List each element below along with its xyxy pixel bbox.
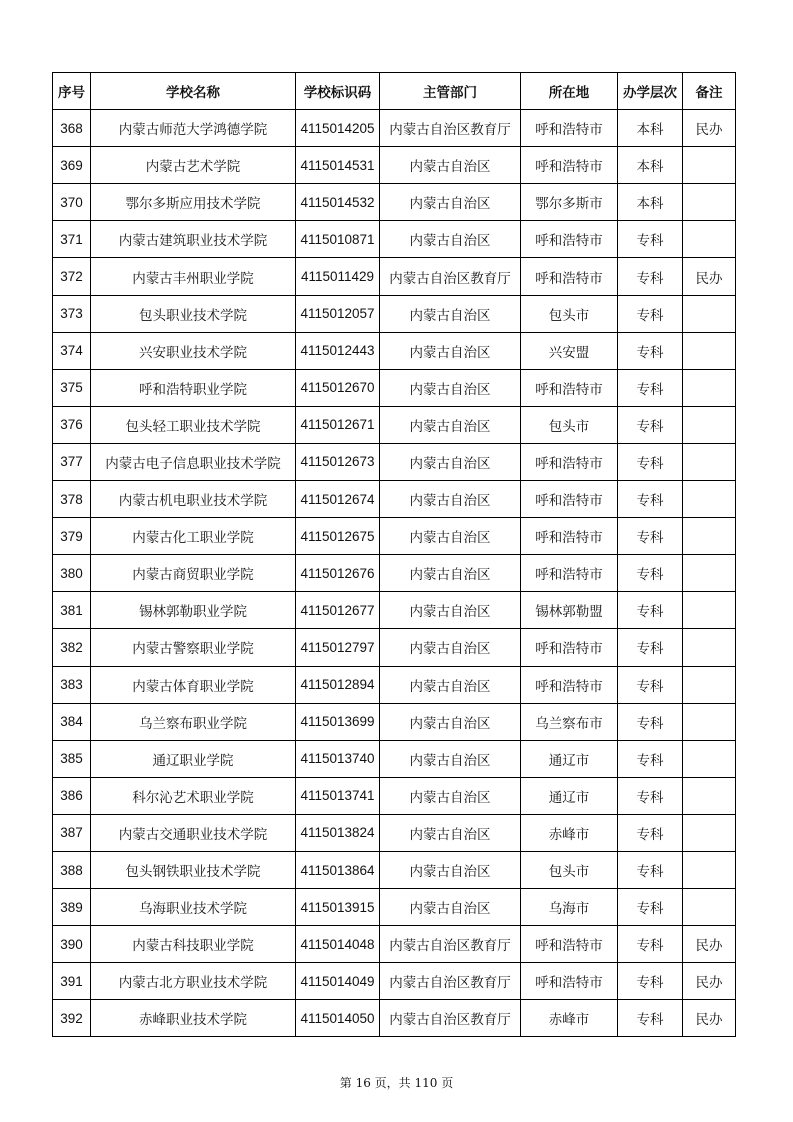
cell-level: 专科	[618, 629, 683, 666]
cell-school-code: 4115014205	[296, 110, 380, 147]
cell-level: 专科	[618, 814, 683, 851]
cell-location: 呼和浩特市	[521, 147, 618, 184]
header-department: 主管部门	[380, 73, 521, 110]
cell-school-code: 4115012677	[296, 592, 380, 629]
cell-remark	[683, 629, 736, 666]
cell-index: 372	[53, 258, 91, 295]
cell-department: 内蒙古自治区	[380, 703, 521, 740]
cell-department: 内蒙古自治区	[380, 814, 521, 851]
cell-school-name: 鄂尔多斯应用技术学院	[91, 184, 296, 221]
cell-school-name: 内蒙古北方职业技术学院	[91, 963, 296, 1000]
cell-index: 383	[53, 666, 91, 703]
cell-department: 内蒙古自治区	[380, 740, 521, 777]
cell-index: 368	[53, 110, 91, 147]
cell-location: 呼和浩特市	[521, 258, 618, 295]
cell-department: 内蒙古自治区	[380, 184, 521, 221]
cell-remark: 民办	[683, 1000, 736, 1037]
cell-index: 369	[53, 147, 91, 184]
cell-location: 通辽市	[521, 777, 618, 814]
cell-school-code: 4115010871	[296, 221, 380, 258]
header-location: 所在地	[521, 73, 618, 110]
cell-remark	[683, 184, 736, 221]
cell-level: 专科	[618, 258, 683, 295]
cell-location: 包头市	[521, 851, 618, 888]
cell-remark	[683, 295, 736, 332]
cell-index: 370	[53, 184, 91, 221]
table-row	[53, 814, 736, 851]
cell-level: 专科	[618, 369, 683, 406]
cell-index: 388	[53, 851, 91, 888]
table-row	[53, 369, 736, 406]
cell-index: 389	[53, 889, 91, 926]
cell-school-code: 4115012673	[296, 443, 380, 480]
cell-department: 内蒙古自治区	[380, 889, 521, 926]
header-school-name: 学校名称	[91, 73, 296, 110]
cell-school-name: 锡林郭勒职业学院	[91, 592, 296, 629]
cell-school-code: 4115012894	[296, 666, 380, 703]
cell-location: 赤峰市	[521, 814, 618, 851]
table-row	[53, 889, 736, 926]
cell-school-name: 内蒙古警察职业学院	[91, 629, 296, 666]
cell-remark	[683, 592, 736, 629]
cell-school-name: 呼和浩特职业学院	[91, 369, 296, 406]
cell-school-name: 通辽职业学院	[91, 740, 296, 777]
cell-level: 专科	[618, 481, 683, 518]
cell-level: 专科	[618, 221, 683, 258]
cell-school-name: 乌兰察布职业学院	[91, 703, 296, 740]
table-row	[53, 592, 736, 629]
cell-school-name: 科尔沁艺术职业学院	[91, 777, 296, 814]
cell-remark	[683, 481, 736, 518]
cell-location: 兴安盟	[521, 332, 618, 369]
cell-school-name: 内蒙古建筑职业技术学院	[91, 221, 296, 258]
cell-department: 内蒙古自治区	[380, 369, 521, 406]
cell-index: 390	[53, 926, 91, 963]
cell-school-name: 内蒙古丰州职业学院	[91, 258, 296, 295]
table-row	[53, 666, 736, 703]
cell-level: 专科	[618, 777, 683, 814]
cell-location: 通辽市	[521, 740, 618, 777]
cell-school-code: 4115012671	[296, 406, 380, 443]
cell-school-code: 4115014532	[296, 184, 380, 221]
cell-remark	[683, 555, 736, 592]
cell-school-code: 4115011429	[296, 258, 380, 295]
cell-remark	[683, 889, 736, 926]
cell-department: 内蒙古自治区教育厅	[380, 110, 521, 147]
cell-remark: 民办	[683, 110, 736, 147]
cell-school-name: 内蒙古化工职业学院	[91, 518, 296, 555]
cell-level: 专科	[618, 851, 683, 888]
table-row	[53, 443, 736, 480]
cell-location: 呼和浩特市	[521, 443, 618, 480]
cell-remark	[683, 777, 736, 814]
cell-level: 专科	[618, 703, 683, 740]
cell-remark	[683, 369, 736, 406]
cell-department: 内蒙古自治区	[380, 332, 521, 369]
cell-level: 专科	[618, 666, 683, 703]
cell-remark	[683, 851, 736, 888]
cell-location: 鄂尔多斯市	[521, 184, 618, 221]
cell-school-code: 4115012797	[296, 629, 380, 666]
cell-level: 本科	[618, 147, 683, 184]
cell-location: 包头市	[521, 295, 618, 332]
cell-remark	[683, 147, 736, 184]
cell-level: 专科	[618, 518, 683, 555]
cell-index: 391	[53, 963, 91, 1000]
cell-level: 专科	[618, 1000, 683, 1037]
cell-school-name: 赤峰职业技术学院	[91, 1000, 296, 1037]
table-row	[53, 221, 736, 258]
table-row	[53, 184, 736, 221]
cell-location: 呼和浩特市	[521, 629, 618, 666]
table-row	[53, 555, 736, 592]
cell-level: 本科	[618, 110, 683, 147]
table-row	[53, 332, 736, 369]
table-row	[53, 740, 736, 777]
cell-school-code: 4115012670	[296, 369, 380, 406]
cell-department: 内蒙古自治区教育厅	[380, 258, 521, 295]
cell-remark	[683, 406, 736, 443]
cell-index: 379	[53, 518, 91, 555]
cell-department: 内蒙古自治区教育厅	[380, 926, 521, 963]
cell-location: 锡林郭勒盟	[521, 592, 618, 629]
cell-school-code: 4115013915	[296, 889, 380, 926]
cell-level: 专科	[618, 740, 683, 777]
cell-school-name: 内蒙古科技职业学院	[91, 926, 296, 963]
table-row	[53, 147, 736, 184]
cell-department: 内蒙古自治区教育厅	[380, 963, 521, 1000]
cell-school-code: 4115014049	[296, 963, 380, 1000]
cell-department: 内蒙古自治区	[380, 295, 521, 332]
cell-department: 内蒙古自治区	[380, 221, 521, 258]
cell-department: 内蒙古自治区	[380, 666, 521, 703]
cell-index: 375	[53, 369, 91, 406]
cell-index: 385	[53, 740, 91, 777]
cell-department: 内蒙古自治区	[380, 777, 521, 814]
cell-remark	[683, 666, 736, 703]
cell-school-name: 内蒙古艺术学院	[91, 147, 296, 184]
table-row	[53, 406, 736, 443]
cell-remark	[683, 740, 736, 777]
cell-index: 384	[53, 703, 91, 740]
cell-school-name: 内蒙古交通职业技术学院	[91, 814, 296, 851]
cell-remark	[683, 443, 736, 480]
cell-index: 376	[53, 406, 91, 443]
cell-remark	[683, 703, 736, 740]
cell-school-name: 乌海职业技术学院	[91, 889, 296, 926]
cell-department: 内蒙古自治区	[380, 555, 521, 592]
cell-school-name: 包头轻工职业技术学院	[91, 406, 296, 443]
cell-school-name: 内蒙古机电职业技术学院	[91, 481, 296, 518]
table-row	[53, 110, 736, 147]
cell-level: 专科	[618, 443, 683, 480]
cell-level: 专科	[618, 889, 683, 926]
cell-level: 专科	[618, 332, 683, 369]
cell-school-code: 4115014531	[296, 147, 380, 184]
header-remark: 备注	[683, 73, 736, 110]
cell-school-code: 4115012676	[296, 555, 380, 592]
cell-level: 专科	[618, 926, 683, 963]
cell-index: 371	[53, 221, 91, 258]
cell-location: 呼和浩特市	[521, 518, 618, 555]
cell-location: 呼和浩特市	[521, 926, 618, 963]
cell-index: 392	[53, 1000, 91, 1037]
cell-school-code: 4115014048	[296, 926, 380, 963]
cell-remark: 民办	[683, 258, 736, 295]
cell-level: 专科	[618, 555, 683, 592]
cell-department: 内蒙古自治区	[380, 443, 521, 480]
cell-school-name: 包头职业技术学院	[91, 295, 296, 332]
cell-school-code: 4115013824	[296, 814, 380, 851]
cell-location: 呼和浩特市	[521, 221, 618, 258]
table-row	[53, 851, 736, 888]
header-index: 序号	[53, 73, 91, 110]
cell-department: 内蒙古自治区教育厅	[380, 1000, 521, 1037]
table-row	[53, 629, 736, 666]
table-row	[53, 481, 736, 518]
table-row	[53, 295, 736, 332]
cell-school-name: 内蒙古体育职业学院	[91, 666, 296, 703]
cell-school-code: 4115013699	[296, 703, 380, 740]
table-row	[53, 703, 736, 740]
cell-school-code: 4115012443	[296, 332, 380, 369]
header-school-code: 学校标识码	[296, 73, 380, 110]
cell-location: 包头市	[521, 406, 618, 443]
cell-school-name: 内蒙古电子信息职业技术学院	[91, 443, 296, 480]
cell-remark	[683, 332, 736, 369]
cell-location: 赤峰市	[521, 1000, 618, 1037]
cell-location: 呼和浩特市	[521, 110, 618, 147]
cell-school-code: 4115013740	[296, 740, 380, 777]
cell-department: 内蒙古自治区	[380, 481, 521, 518]
cell-level: 本科	[618, 184, 683, 221]
cell-school-code: 4115014050	[296, 1000, 380, 1037]
cell-school-name: 兴安职业技术学院	[91, 332, 296, 369]
cell-school-code: 4115012674	[296, 481, 380, 518]
table-row	[53, 963, 736, 1000]
cell-location: 呼和浩特市	[521, 481, 618, 518]
cell-index: 378	[53, 481, 91, 518]
cell-location: 呼和浩特市	[521, 963, 618, 1000]
cell-school-name: 包头钢铁职业技术学院	[91, 851, 296, 888]
cell-remark	[683, 518, 736, 555]
cell-department: 内蒙古自治区	[380, 406, 521, 443]
cell-location: 呼和浩特市	[521, 666, 618, 703]
cell-index: 373	[53, 295, 91, 332]
page-footer: 第 16 页，共 110 页	[339, 1076, 454, 1090]
cell-location: 呼和浩特市	[521, 555, 618, 592]
cell-school-code: 4115013741	[296, 777, 380, 814]
cell-index: 374	[53, 332, 91, 369]
cell-location: 乌海市	[521, 889, 618, 926]
header-level: 办学层次	[618, 73, 683, 110]
cell-index: 381	[53, 592, 91, 629]
cell-index: 380	[53, 555, 91, 592]
table-row	[53, 1000, 736, 1037]
table-header-row	[53, 73, 736, 110]
cell-department: 内蒙古自治区	[380, 592, 521, 629]
cell-department: 内蒙古自治区	[380, 629, 521, 666]
cell-department: 内蒙古自治区	[380, 147, 521, 184]
cell-school-code: 4115012057	[296, 295, 380, 332]
cell-remark	[683, 814, 736, 851]
table-row	[53, 258, 736, 295]
cell-index: 387	[53, 814, 91, 851]
cell-location: 乌兰察布市	[521, 703, 618, 740]
table-row	[53, 518, 736, 555]
cell-school-code: 4115012675	[296, 518, 380, 555]
school-list-table	[52, 72, 736, 1037]
cell-level: 专科	[618, 295, 683, 332]
cell-location: 呼和浩特市	[521, 369, 618, 406]
cell-level: 专科	[618, 592, 683, 629]
cell-remark: 民办	[683, 926, 736, 963]
cell-remark	[683, 221, 736, 258]
cell-remark: 民办	[683, 963, 736, 1000]
cell-index: 377	[53, 443, 91, 480]
cell-index: 382	[53, 629, 91, 666]
cell-level: 专科	[618, 406, 683, 443]
cell-school-code: 4115013864	[296, 851, 380, 888]
table-row	[53, 926, 736, 963]
table-row	[53, 777, 736, 814]
cell-school-name: 内蒙古商贸职业学院	[91, 555, 296, 592]
cell-department: 内蒙古自治区	[380, 518, 521, 555]
cell-school-name: 内蒙古师范大学鸿德学院	[91, 110, 296, 147]
cell-level: 专科	[618, 963, 683, 1000]
cell-department: 内蒙古自治区	[380, 851, 521, 888]
cell-index: 386	[53, 777, 91, 814]
